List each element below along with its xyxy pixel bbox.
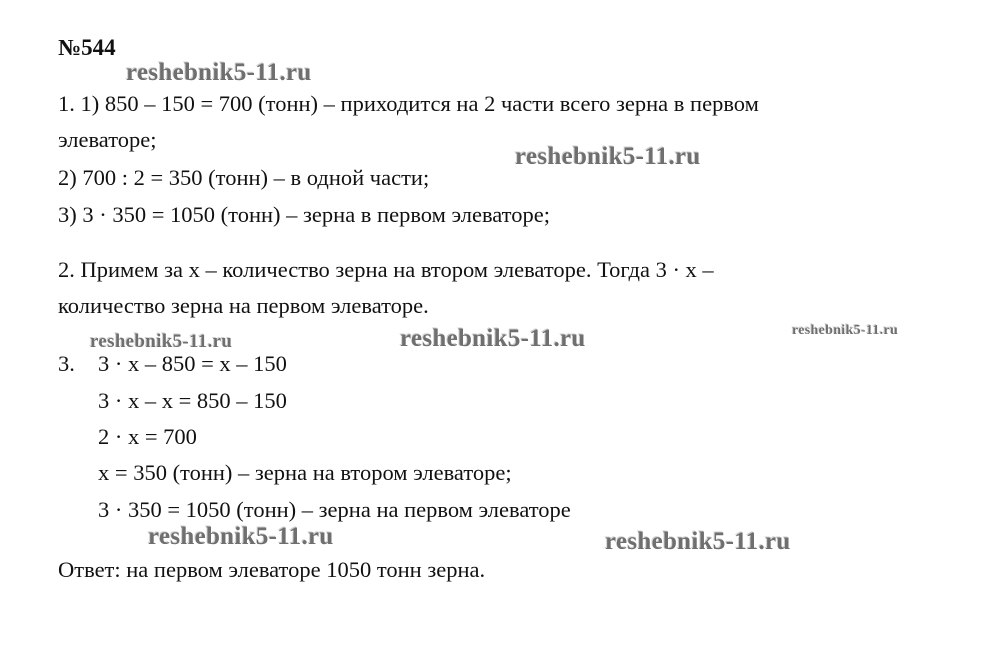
part3-equation-3: 2 · х = 700 (98, 424, 197, 449)
watermark-text: reshebnik5-11.ru (605, 528, 791, 555)
part3-equation-1: 3 · х – 850 = х – 150 (98, 351, 287, 376)
part1-line4: 3) 3 · 350 = 1050 (тонн) – зерна в первом элеваторе; (58, 202, 550, 227)
answer-line: Ответ: на первом элеваторе 1050 тонн зерна. (58, 557, 486, 582)
watermark-text: reshebnik5-11.ru (148, 523, 334, 550)
part2-line2: количество зерна на первом элеваторе. (58, 293, 429, 318)
part1-line2: элеваторе; (58, 127, 157, 152)
watermark-text: reshebnik5-11.ru (400, 325, 586, 352)
part1-line3: 2) 700 : 2 = 350 (тонн) – в одной части; (58, 165, 430, 190)
part2-line1: 2. Примем за х – количество зерна на втором элеваторе. Тогда 3 · х – (58, 257, 714, 282)
watermark-text: reshebnik5-11.ru (126, 59, 312, 86)
part3-equation-5: 3 · 350 = 1050 (тонн) – зерна на первом элеваторе (98, 497, 571, 522)
watermark-text: reshebnik5-11.ru (515, 143, 701, 170)
part1-line1: 1. 1) 850 – 150 = 700 (тонн) – приходится на 2 части всего зерна в первом (58, 91, 759, 116)
part3-label: 3. (58, 351, 75, 376)
watermark-text: reshebnik5-11.ru (90, 331, 233, 352)
problem-number: №544 (58, 35, 116, 60)
watermark-text: reshebnik5-11.ru (792, 323, 899, 338)
part3-equation-2: 3 · х – х = 850 – 150 (98, 388, 287, 413)
part3-equation-4: х = 350 (тонн) – зерна на втором элеваторе; (98, 460, 512, 485)
